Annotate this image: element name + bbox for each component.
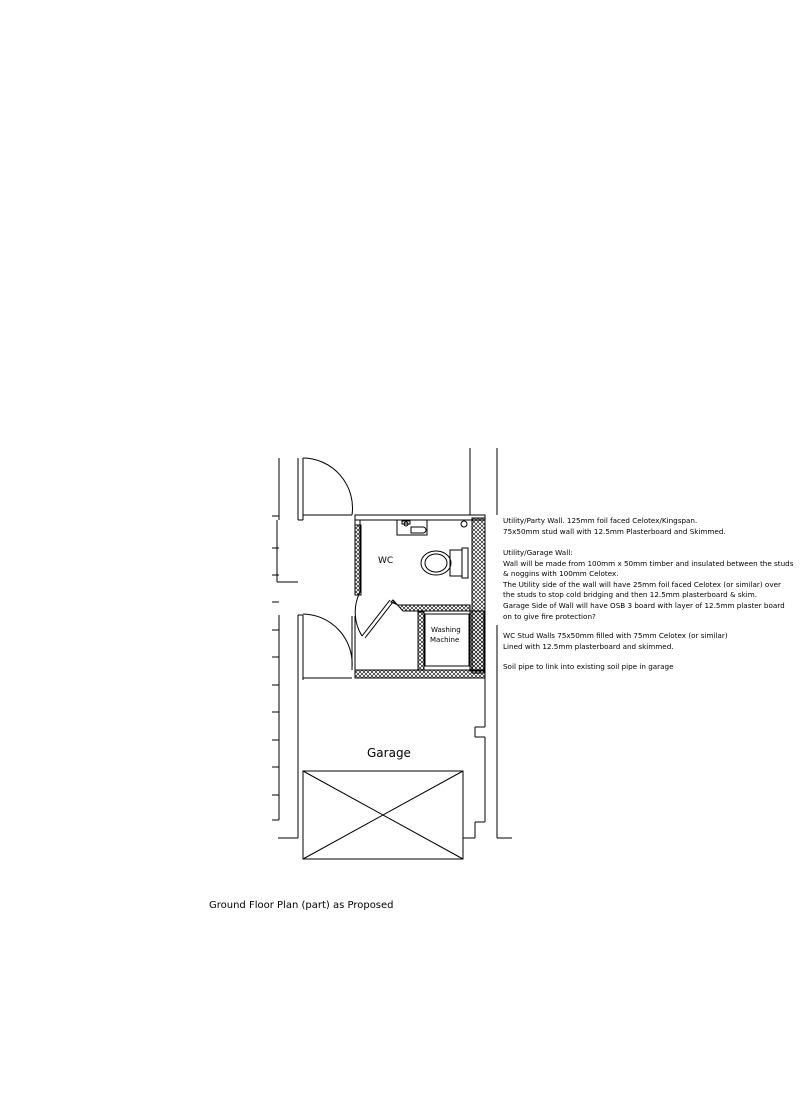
notes-wc-walls [503, 631, 795, 652]
washing-machine-label-line2: Machine [430, 636, 460, 644]
garage-label: Garage [367, 746, 411, 760]
left-wall-ticks [272, 516, 279, 820]
washing-machine-label-line1: Washing [431, 626, 461, 634]
wc-door [355, 592, 393, 638]
lower-door [303, 614, 355, 678]
toilet-icon [421, 548, 468, 578]
note-soil-pipe: Soil pipe to link into existing soil pipe in garage [503, 662, 674, 671]
wc-label: WC [378, 556, 394, 566]
note-garage-wall-3: Garage Side of Wall will have OSB 3 board with layer of 12.5mm plaster board on to give fire protection? [503, 600, 785, 621]
left-outer-wall [277, 458, 303, 838]
garage-door-box [303, 771, 463, 859]
note-wc-walls-2: Lined with 12.5mm plasterboard and skimmed. [503, 641, 674, 651]
note-garage-wall-title: Utility/Garage Wall: [503, 548, 573, 557]
basin-icon [397, 520, 427, 535]
note-garage-wall-1: Wall will be made from 100mm x 50mm timber and insulated between the studs & noggins with 100mm Celotex. [503, 558, 794, 579]
notes-party-wall [503, 516, 795, 537]
notes-garage-wall [503, 548, 795, 622]
upper-door [303, 458, 352, 515]
note-party-wall-2: 75x50mm stud wall with 12.5mm Plasterboard and Skimmed. [503, 526, 726, 536]
note-party-wall-1: Utility/Party Wall. 125mm foil faced Celotex/Kingspan. [503, 516, 698, 525]
notes-soil-pipe [503, 662, 795, 673]
note-garage-wall-2: The Utility side of the wall will have 25mm foil faced Celotex (or similar) over the studs to stop cold bridging and then 12.5mm plasterboard & skim. [503, 579, 781, 600]
hatched-walls [355, 518, 485, 678]
soil-pipe-icon [461, 521, 467, 527]
note-wc-walls-1: WC Stud Walls 75x50mm filled with 75mm Celotex (or similar) [503, 631, 728, 640]
drawing-caption: Ground Floor Plan (part) as Proposed [209, 900, 394, 911]
